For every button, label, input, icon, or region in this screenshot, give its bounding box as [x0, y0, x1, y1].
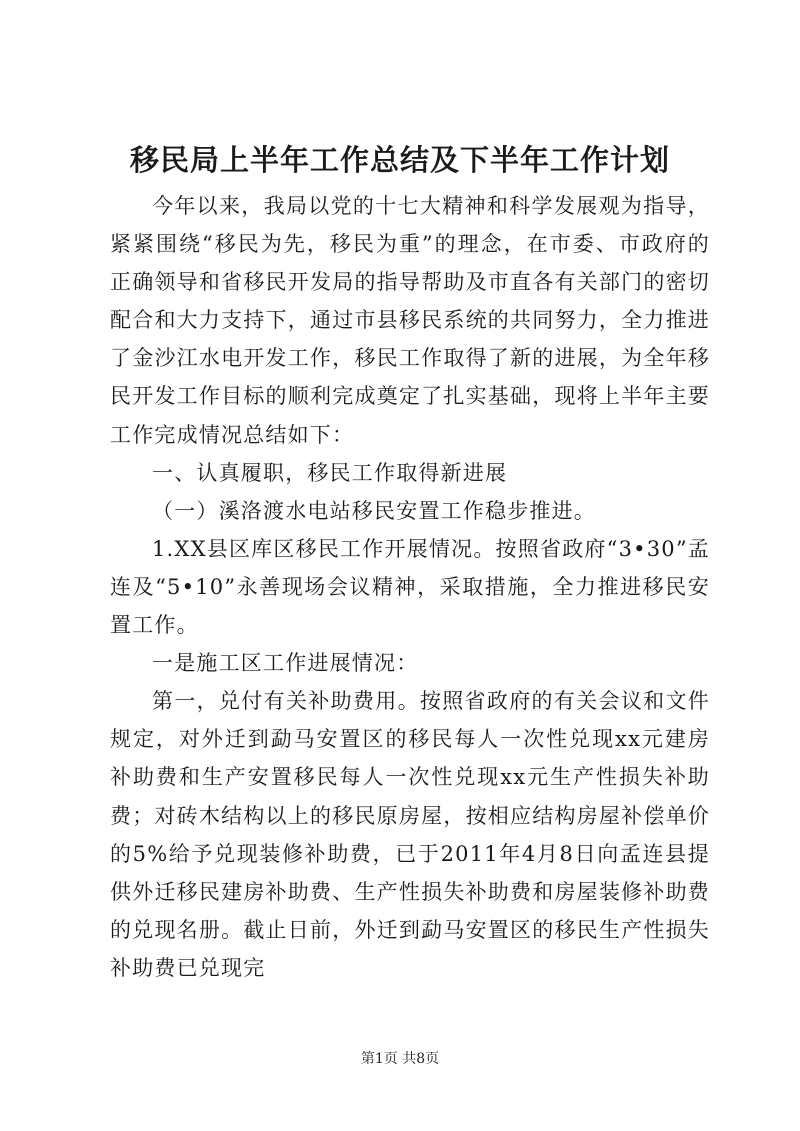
paragraph-subsidy: 第一，兑付有关补助费用。按照省政府的有关会议和文件规定，对外迁到勐马安置区的移民每人一次性兑现xx元建房补助费和生产安置移民每人一次性兑现xx元生产性损失补助费；对砖木结构以上的移民原房屋，按相应结构房屋补偿单价的5%给予兑现装修补助费，已于2011年4月8日向孟连县提供外迁移民建房补助费、生产性损失补助费和房屋装修补助费的兑现名册。截止日前，外迁到勐马安置区的移民生产性损失补助费已兑现完 [110, 689, 710, 980]
paragraph-item-1: 1.XX县区库区移民工作开展情况。按照省政府“3•30”孟连及“5•10”永善现场会议精神，采取措施，全力推进移民安置工作。 [110, 536, 710, 638]
document-title: 移民局上半年工作总结及下半年工作计划 [129, 143, 670, 177]
document-body [110, 187, 710, 987]
section-heading-1: 一、认真履职，移民工作取得新进展 [152, 460, 508, 485]
paragraph-intro: 今年以来，我局以党的十七大精神和科学发展观为指导，紧紧围绕“移民为先，移民为重”的理念，在市委、市政府的正确领导和省移民开发局的指导帮助及市直各有关部门的密切配合和大力支持下，通过市县移民系统的共同努力，全力推进了金沙江水电开发工作，移民工作取得了新的进展，为全年移民开发工作目标的顺利完成奠定了扎实基础，现将上半年主要工作完成情况总结如下： [110, 194, 710, 447]
paragraph-point-1: 一是施工区工作进展情况： [152, 651, 419, 676]
page-footer: 第1页 共8页 [360, 1051, 440, 1067]
subsection-heading-1: （一）溪洛渡水电站移民安置工作稳步推进。 [152, 498, 596, 523]
